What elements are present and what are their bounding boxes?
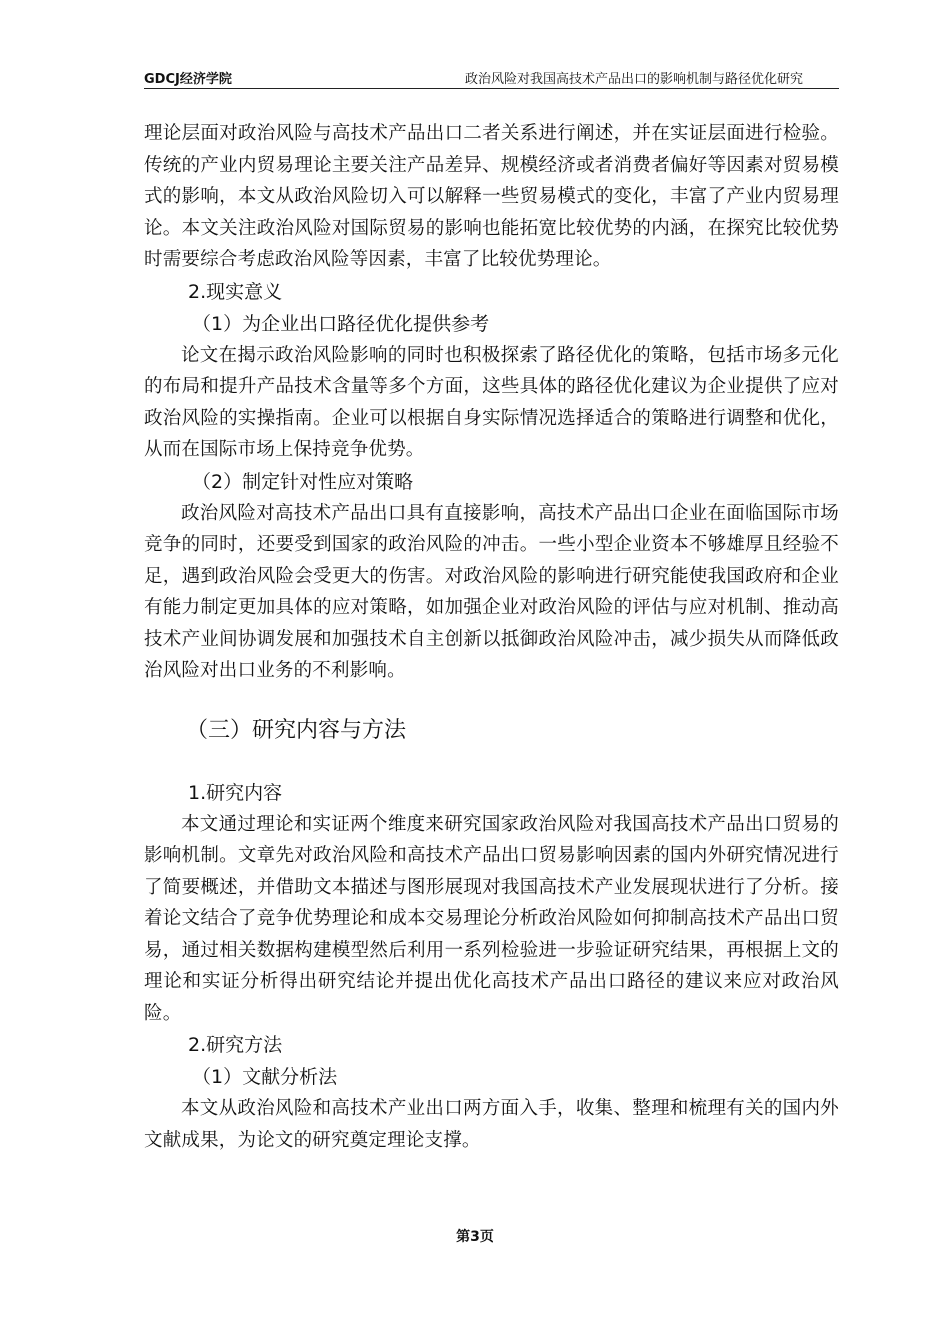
paragraph-theory-continued: 理论层面对政治风险与高技术产品出口二者关系进行阐述，并在实证层面进行检验。传统的产业内贸易理论主要关注产品差异、规模经济或者消费者偏好等因素对贸易模式的影响，本文从政治风险切入可以解释一些贸易模式的变化，丰富了产业内贸易理论。本文关注政治风险对国际贸易的影响也能拓宽比较优势的内涵，在探究比较优势时需要综合考虑政治风险等因素，丰富了比较优势理论。 bbox=[144, 123, 839, 270]
heading-research-content: 1.研究内容 bbox=[188, 781, 283, 804]
header-paper-title: 政治风险对我国高技术产品出口的影响机制与路径优化研究 bbox=[464, 72, 803, 87]
heading-practical-1: （1）为企业出口路径优化提供参考 bbox=[192, 312, 490, 335]
paragraph-practical-2: 政治风险对高技术产品出口具有直接影响，高技术产品出口企业在面临国际市场竞争的同时，还要受到国家的政治风险的冲击。一些小型企业资本不够雄厚且经验不足，遇到政治风险会受更大的伤害。对政治风险的影响进行研究能使我国政府和企业有能力制定更加具体的应对策略，如加强企业对政治风险的评估与应对机制、推动高技术产业间协调发展和加强技术自主创新以抵御政治风险冲击，减少损失从而降低政治风险对出口业务的不利影响。 bbox=[144, 502, 839, 681]
header-institution: GDCJ经济学院 bbox=[144, 72, 232, 87]
heading-research-method: 2.研究方法 bbox=[188, 1034, 283, 1056]
paragraph-research-content: 本文通过理论和实证两个维度来研究国家政治风险对我国高技术产品出口贸易的影响机制。文章先对政治风险和高技术产品出口贸易影响因素的国内外研究情况进行了简要概述，并借助文本描述与图形展现对我国高技术产业发展现状进行了分析。接着论文结合了竞争优势理论和成本交易理论分析政治风险如何抑制高技术产品出口贸易，通过相关数据构建模型然后利用一系列检验进一步验证研究结果，再根据上文的理论和实证分析得出研究结论并提出优化高技术产品出口路径的建议来应对政治风险。 bbox=[144, 813, 839, 1024]
paragraph-method-1: 本文从政治风险和高技术产业出口两方面入手，收集、整理和梳理有关的国内外文献成果，为论文的研究奠定理论支撑。 bbox=[144, 1098, 839, 1151]
page-header bbox=[144, 66, 839, 89]
page-number: 第3页 bbox=[456, 1229, 494, 1245]
heading-section-3: （三）研究内容与方法 bbox=[186, 717, 407, 743]
page-body bbox=[144, 118, 839, 1156]
heading-practical-2: （2）制定针对性应对策略 bbox=[192, 470, 414, 493]
paragraph-practical-1: 论文在揭示政治风险影响的同时也积极探索了路径优化的策略，包括市场多元化的布局和提升产品技术含量等多个方面，这些具体的路径优化建议为企业提供了应对政治风险的实操指南。企业可以根据自身实际情况选择适合的策略进行调整和优化，从而在国际市场上保持竞争优势。 bbox=[144, 344, 839, 460]
heading-practical-significance: 2.现实意义 bbox=[188, 280, 283, 303]
heading-method-1: （1）文献分析法 bbox=[192, 1066, 338, 1088]
